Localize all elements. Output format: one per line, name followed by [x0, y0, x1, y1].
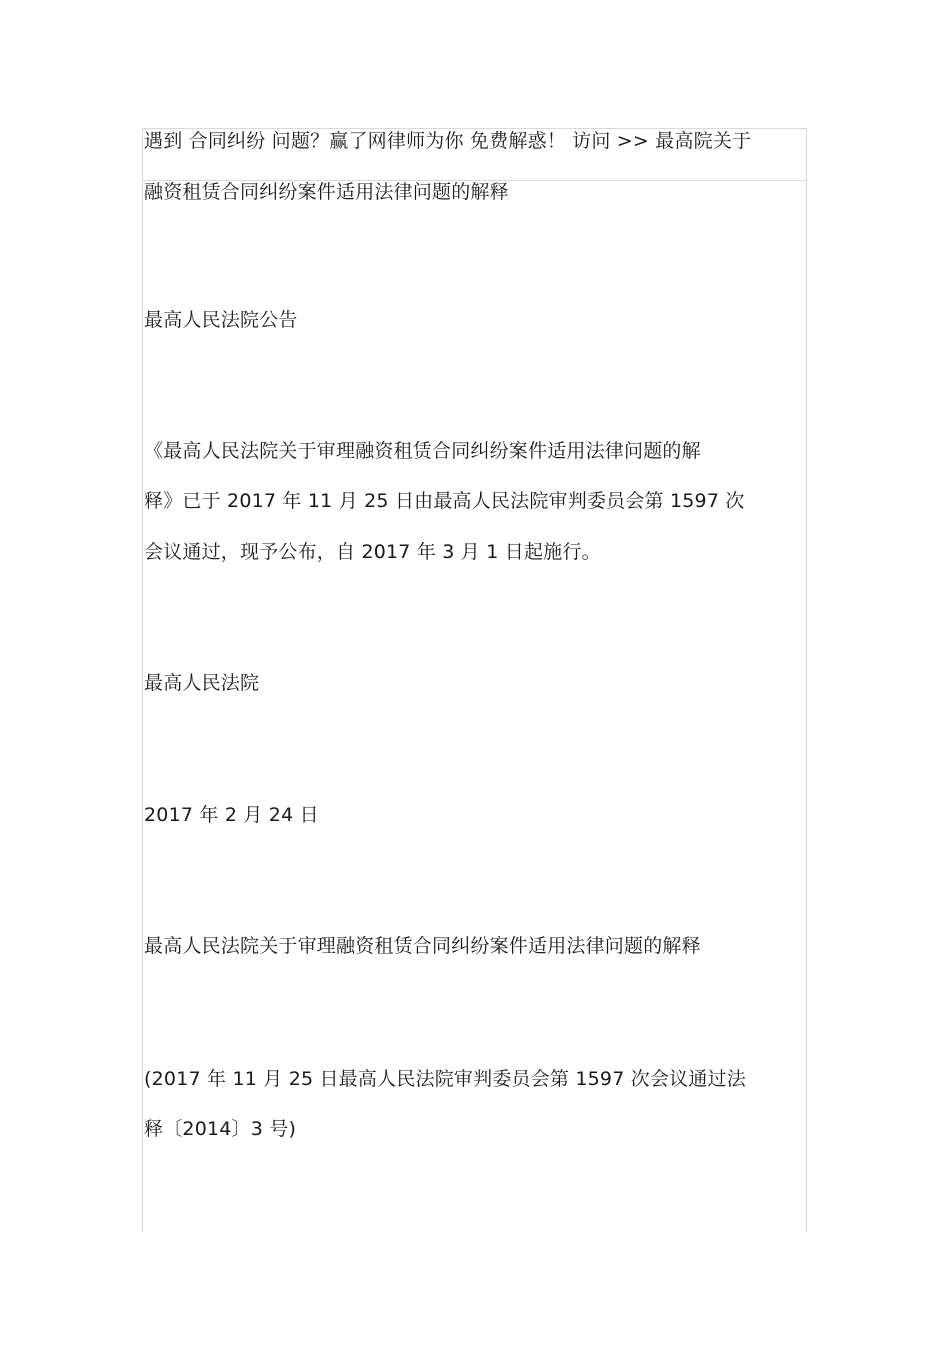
issuer-name: 最高人民法院 — [144, 672, 260, 694]
ad-banner-text[interactable]: 遇到 合同纠纷 问题？赢了网律师为你 免费解惑！ 访问 >> 最高院关于 — [144, 130, 752, 152]
document-title-continued: 融资租赁合同纠纷案件适用法律问题的解释 — [144, 181, 509, 203]
announcement-heading: 最高人民法院公告 — [144, 309, 298, 331]
interpretation-title: 最高人民法院关于审理融资租赁合同纠纷案件适用法律问题的解释 — [144, 935, 701, 957]
announcement-body-line: 释》已于 2017 年 11 月 25 日由最高人民法院审判委员会第 1597 次 — [144, 490, 745, 512]
issue-date: 2017 年 2 月 24 日 — [144, 804, 319, 826]
adoption-note-line: 释〔2014〕3 号) — [144, 1118, 297, 1140]
announcement-body-line: 《最高人民法院关于审理融资租赁合同纠纷案件适用法律问题的解 — [144, 440, 701, 462]
frame-right-border — [806, 128, 807, 1232]
announcement-body-line: 会议通过，现予公布，自 2017 年 3 月 1 日起施行。 — [144, 541, 601, 563]
frame-left-border — [142, 128, 143, 1232]
adoption-note-line: (2017 年 11 月 25 日最高人民法院审判委员会第 1597 次会议通过法 — [144, 1068, 746, 1090]
